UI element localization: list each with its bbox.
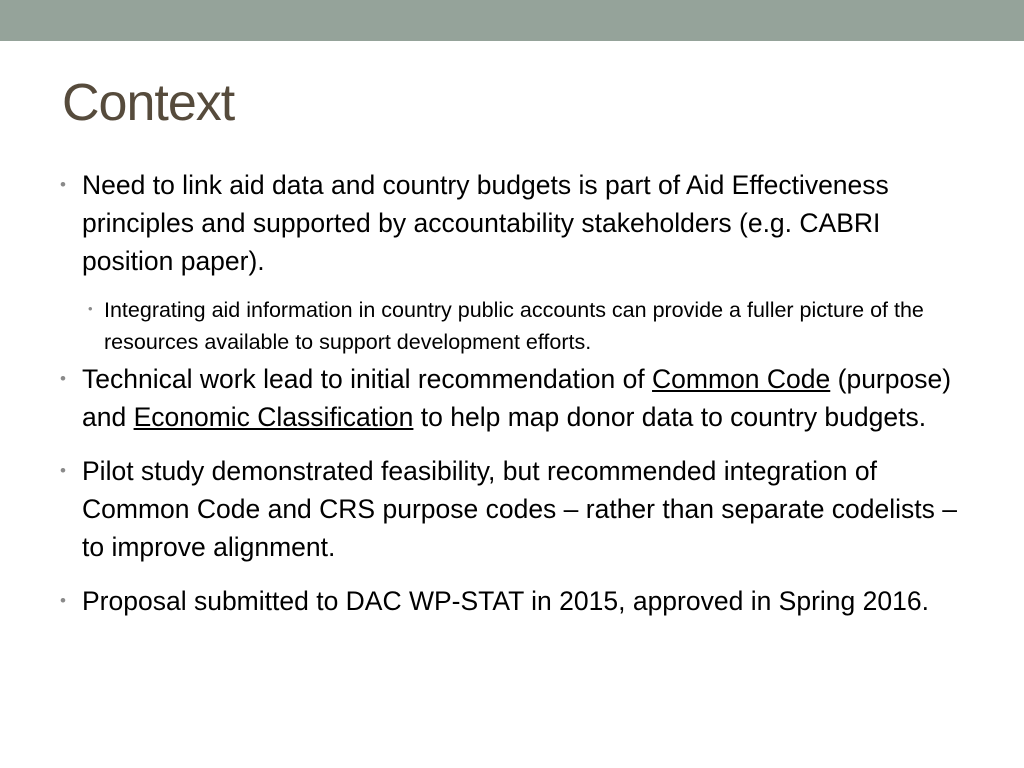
bullet-item (60, 582, 970, 620)
sub-bullet-marker: • (88, 301, 93, 316)
bullet-marker: • (60, 369, 66, 388)
bullet-text-part: (purpose) and (82, 364, 952, 432)
slide-title: Context (62, 74, 235, 132)
bullet-marker: • (60, 175, 66, 194)
bullet-marker: • (60, 461, 66, 480)
bullet-item (60, 452, 970, 566)
bullet-item (60, 166, 970, 358)
bullet-text: Need to link aid data and country budgets is part of Aid Effectiveness principles and supported by accountability stakeholders (e.g. CABRI position paper). (82, 170, 889, 276)
bullet-text: Proposal submitted to DAC WP-STAT in 2015, approved in Spring 2016. (82, 586, 929, 616)
header-band (0, 0, 1024, 41)
bullet-text-part: Technical work lead to initial recommendation of (82, 364, 653, 394)
common-code-term: Common Code (652, 364, 831, 394)
sub-bullet-item (82, 294, 970, 358)
bullet-list (60, 166, 970, 620)
bullet-text-part: to help map donor data to country budgets. (413, 402, 927, 432)
bullet-marker: • (60, 591, 66, 610)
sub-bullet-text: Integrating aid information in country public accounts can provide a fuller picture of the resources available to support development efforts. (104, 298, 924, 354)
sub-bullet-list (82, 294, 970, 358)
economic-classification-term: Economic Classification (133, 402, 414, 432)
bullet-item (60, 360, 970, 436)
bullet-text: Pilot study demonstrated feasibility, but recommended integration of Common Code and CRS purpose codes – rather than separate codelists – to improve alignment. (82, 456, 957, 562)
